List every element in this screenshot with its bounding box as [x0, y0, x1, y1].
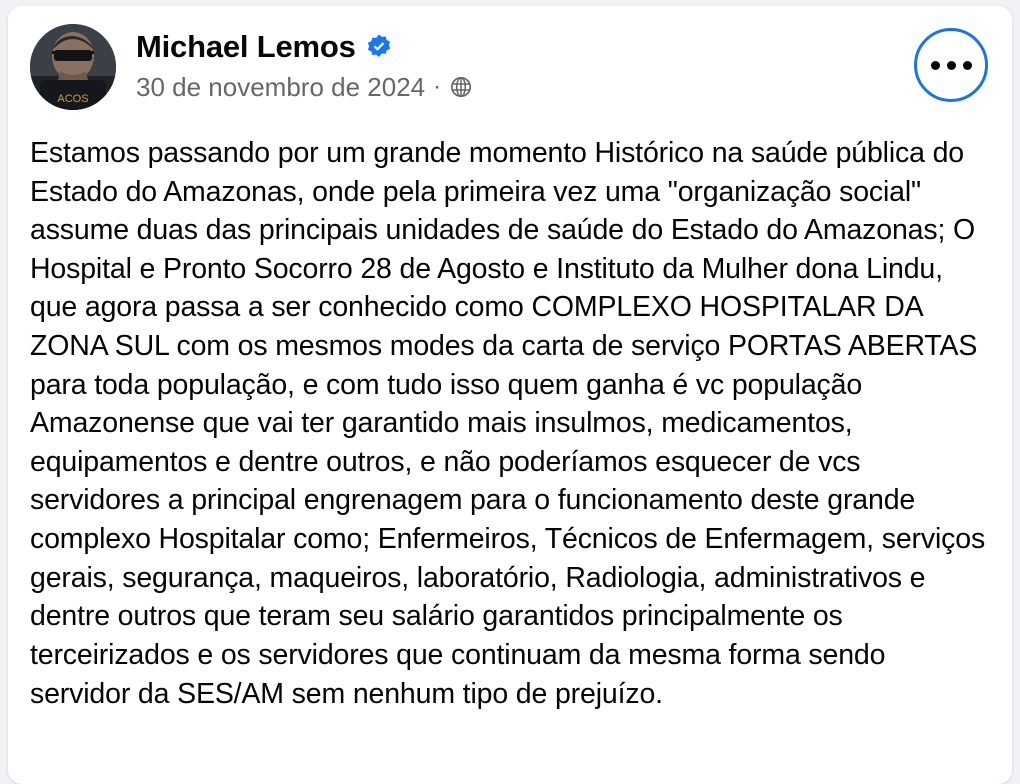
verified-badge-icon [365, 33, 393, 61]
author-row [136, 30, 473, 64]
post-meta [136, 73, 473, 102]
svg-text:ACOS: ACOS [57, 93, 89, 105]
post-date[interactable]: 30 de novembro de 2024 [136, 72, 426, 103]
globe-icon[interactable] [449, 75, 473, 99]
avatar[interactable] [30, 24, 116, 110]
more-dots-icon [931, 61, 972, 70]
author-name[interactable]: Michael Lemos [136, 29, 356, 64]
post-text: Estamos passando por um grande momento Histórico na saúde pública do Estado do Amazonas, onde pela primeira vez uma "organização social" assume duas das principais unidades de saúde do Estado do Amazonas; O Hospital e Pronto Socorro 28 de Agosto e Instituto da Mulher dona Lindu, que agora passa a ser conhecido como COMPLEXO HOSPITALAR DA ZONA SUL com os mesmos modes da carta de serviço PORTAS ABERTAS para toda população, e com tudo isso quem ganha é vc população Amazonense que vai ter garantido mais insulmos, medicamentos, equipamentos e dentre outros, e não poderíamos esquecer de vcs servidores a principal engrenagem para o funcionamento deste grande complexo Hospitalar como; Enfermeiros, Técnicos de Enfermagem, serviços gerais, segurança, maqueiros, laboratório, Radiologia, administrativos e dentre outros que teram seu salário garantidos principalmente os terceirizados e os servidores que continuam da mesma forma sendo servidor da SES/AM sem nenhum tipo de prejuízo. [30, 137, 993, 710]
post-more-options-button[interactable] [914, 28, 988, 102]
post-card [8, 6, 1012, 784]
post-header [30, 24, 990, 116]
post-identity [136, 24, 473, 102]
meta-separator: · [433, 73, 442, 101]
